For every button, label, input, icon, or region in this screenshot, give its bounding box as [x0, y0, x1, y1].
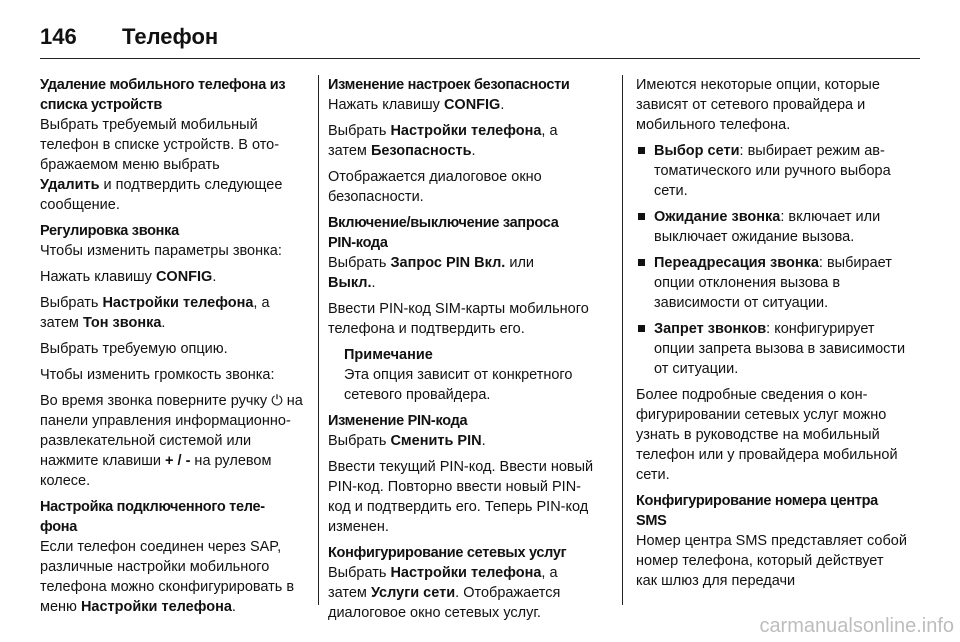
note-text: Эта опция зависит от конкретного сетевого провайдера. [344, 367, 573, 403]
section-change-pin [328, 411, 600, 537]
paragraph: Ввести текущий PIN-код. Ввести новый PIN-код. Повторно ввести новый PIN-код и подтвердить его. Теперь PIN-код изменен. [328, 459, 594, 535]
section-heading: Изменение PIN-кода [328, 413, 468, 429]
paragraph: Более подробные сведения о конфигурировании сетевых услуг можно узнать в руководстве на мобильный телефон или у провайдера мобильной сети. [636, 387, 898, 483]
section-heading: Включение/выключение запроса PIN-кода [328, 215, 559, 251]
section-heading: Настройка подключенного теле- фона [40, 499, 265, 535]
paragraph: Чтобы изменить громкость звонка: [40, 367, 275, 383]
section-sms-center [636, 491, 908, 591]
paragraph: Выбрать требуемый мобильный телефон в списке устройств. В отображаемом меню выбрать Удалить и подтвердить следующее сообщение. [40, 117, 283, 213]
paragraph: Нажать клавишу CONFIG. [40, 269, 217, 285]
paragraph: Выбрать Настройки телефона, а затем Тон звонка. [40, 295, 270, 331]
column-divider-1 [318, 75, 319, 605]
watermark: carmanualsonline.info [759, 615, 954, 637]
note-box [344, 345, 600, 405]
paragraph: Чтобы изменить параметры звонка: [40, 243, 282, 259]
section-ringtone [40, 221, 308, 491]
paragraph: Выбрать Запрос PIN Вкл. или Выкл.. [328, 255, 535, 291]
paragraph: Нажать клавишу CONFIG. [328, 97, 505, 113]
column-2 [328, 75, 600, 629]
section-network-services [328, 543, 600, 623]
section-delete-phone [40, 75, 308, 215]
page-header [40, 14, 920, 60]
paragraph: Имеются некоторые опции, которые зависят от сетевого провайдера и мобильного телефона. [636, 77, 880, 133]
power-knob-icon: ⏻ [271, 393, 283, 409]
paragraph: Номер центра SMS представляет собой номер телефона, который действует как шлюз для передачи [636, 533, 907, 589]
paragraph: Выбрать Настройки телефона, а затем Услуги сети. Отображается диалоговое окно сетевых услуг. [328, 565, 561, 621]
page-title: Телефон [122, 24, 219, 49]
paragraph: Во время звонка поверните ручку ⏻ на панели управления информационно-развлекательной системой или нажмите клавиши + / - на рулевом колесе. [40, 393, 303, 489]
header-divider [40, 58, 920, 59]
section-heading: Изменение настроек безопасности [328, 77, 570, 93]
column-3 [636, 75, 908, 597]
paragraph: Выбрать Сменить PIN. [328, 433, 486, 449]
column-1 [40, 75, 308, 623]
list-item: Выбор сети: выбирает режим автоматического или ручного выбора сети. [636, 141, 908, 201]
section-heading: Удаление мобильного телефона из списка устройств [40, 77, 286, 113]
section-security [328, 75, 600, 207]
paragraph: Выбрать Настройки телефона, а затем Безопасность. [328, 123, 558, 159]
section-pin-request [328, 213, 600, 405]
page-number: 146 [40, 24, 77, 49]
section-heading: Регулировка звонка [40, 223, 179, 239]
list-item: Переадресация звонка: выбирает опции отклонения вызова в зависимости от ситуации. [636, 253, 908, 313]
options-list [636, 141, 908, 379]
section-heading: Конфигурирование сетевых услуг [328, 545, 567, 561]
paragraph: Если телефон соединен через SAP, различные настройки мобильного телефона можно сконфигурировать в меню Настройки телефона. [40, 539, 295, 615]
section-heading: Конфигурирование номера центра SMS [636, 493, 878, 529]
paragraph: Ввести PIN-код SIM-карты мобильного телефона и подтвердить его. [328, 301, 589, 337]
list-item: Ожидание звонка: включает или выключает ожидание вызова. [636, 207, 908, 247]
paragraph: Выбрать требуемую опцию. [40, 341, 228, 357]
paragraph: Отображается диалоговое окно безопасности. [328, 169, 542, 205]
list-item: Запрет звонков: конфигурирует опции запрета вызова в зависимости от ситуации. [636, 319, 908, 379]
section-connected-phone [40, 497, 308, 617]
note-title: Примечание [344, 347, 433, 363]
column-divider-2 [622, 75, 623, 605]
